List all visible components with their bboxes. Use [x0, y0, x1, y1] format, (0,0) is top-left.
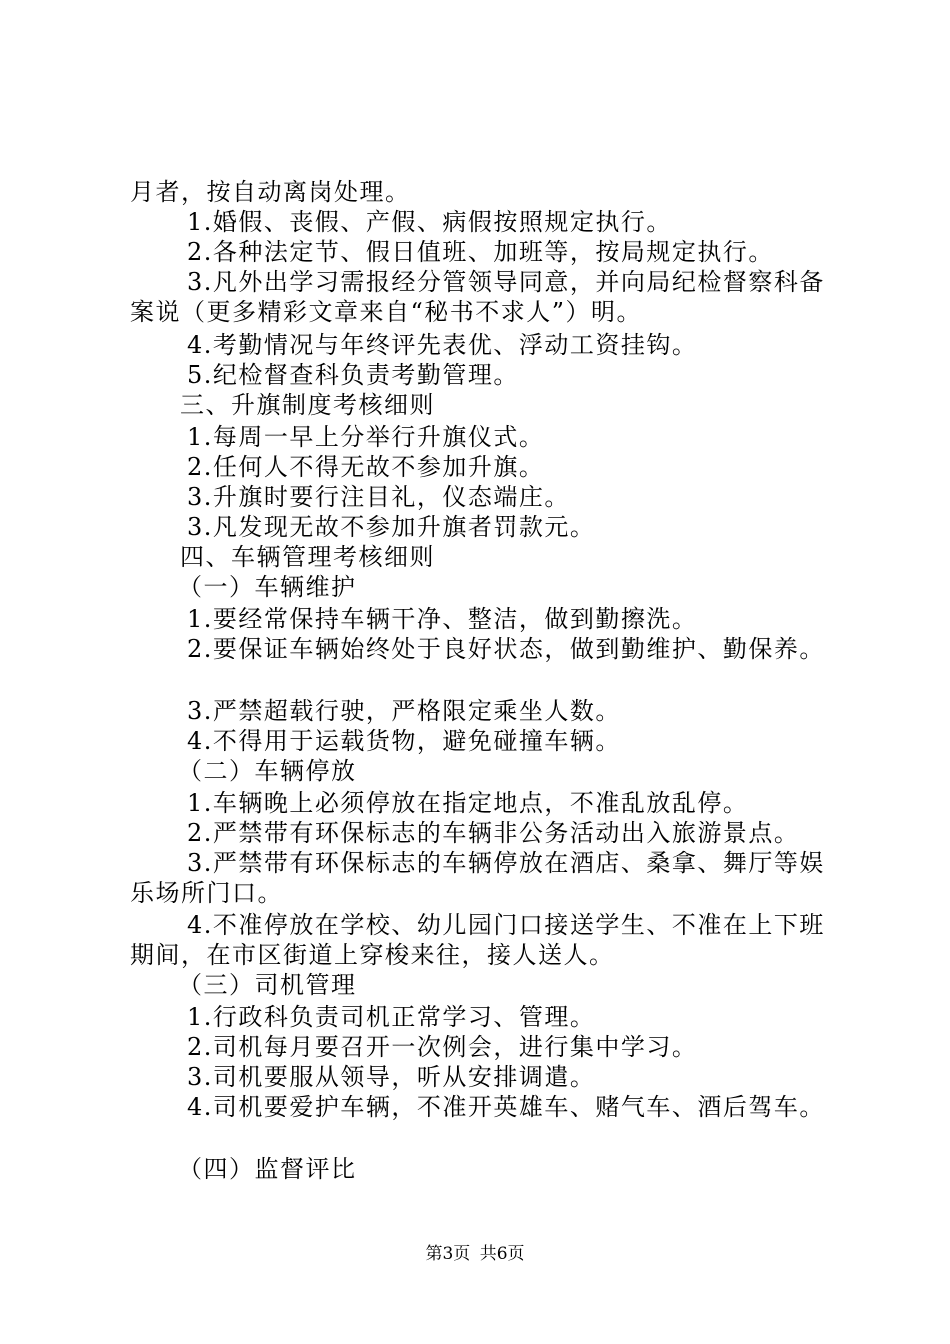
subsection-heading: （一）车辆维护	[178, 573, 357, 601]
subsection-heading: （三）司机管理	[178, 971, 357, 999]
text-line: 1.婚假、丧假、产假、病假按照规定执行。	[187, 208, 672, 236]
page-total: 共6页	[479, 1244, 525, 1264]
text-line: 1.车辆晚上必须停放在指定地点，不准乱放乱停。	[187, 789, 749, 817]
text-line: 4.考勤情况与年终评先表优、浮动工资挂钩。	[187, 331, 698, 359]
text-line: 2.各种法定节、假日值班、加班等，按局规定执行。	[187, 238, 774, 266]
section-heading: 四、车辆管理考核细则	[180, 543, 435, 571]
subsection-heading: （二）车辆停放	[178, 757, 357, 785]
text-line: 1.每周一早上分举行升旗仪式。	[187, 423, 545, 451]
text-line: 3.严禁带有环保标志的车辆停放在酒店、桑拿、舞厅等娱	[187, 849, 825, 877]
text-line: 3.严禁超载行驶，严格限定乘坐人数。	[187, 697, 621, 725]
text-line: 乐场所门口。	[130, 879, 283, 907]
text-line: 2.严禁带有环保标志的车辆非公务活动出入旅游景点。	[187, 819, 800, 847]
text-line: 4.不准停放在学校、幼儿园门口接送学生、不准在上下班	[187, 911, 825, 939]
text-line: 3.凡外出学习需报经分管领导同意，并向局纪检督察科备	[187, 268, 825, 296]
page-number: 第3页	[425, 1244, 471, 1264]
text-line: 3.升旗时要行注目礼，仪态端庄。	[187, 483, 570, 511]
text-line: 1.行政科负责司机正常学习、管理。	[187, 1003, 596, 1031]
text-line: 案说（更多精彩文章来自“秘书不求人”）明。	[130, 298, 643, 326]
text-line: 2.要保证车辆始终处于良好状态，做到勤维护、勤保养。	[187, 635, 825, 663]
page-footer	[0, 1243, 950, 1265]
section-heading: 三、升旗制度考核细则	[180, 391, 435, 419]
text-line: 2.司机每月要召开一次例会，进行集中学习。	[187, 1033, 698, 1061]
text-line: 月者，按自动离岗处理。	[130, 178, 411, 206]
text-line: 3.凡发现无故不参加升旗者罚款元。	[187, 513, 596, 541]
text-line: 1.要经常保持车辆干净、整洁，做到勤擦洗。	[187, 605, 698, 633]
text-line: 5.纪检督查科负责考勤管理。	[187, 361, 519, 389]
subsection-heading: （四）监督评比	[178, 1155, 357, 1183]
text-line: 4.司机要爱护车辆，不准开英雄车、赌气车、酒后驾车。	[187, 1093, 825, 1121]
text-line: 4.不得用于运载货物，避免碰撞车辆。	[187, 727, 621, 755]
text-line: 期间，在市区街道上穿梭来往，接人送人。	[130, 941, 615, 969]
text-line: 3.司机要服从领导，听从安排调遣。	[187, 1063, 596, 1091]
text-line: 2.任何人不得无故不参加升旗。	[187, 453, 545, 481]
